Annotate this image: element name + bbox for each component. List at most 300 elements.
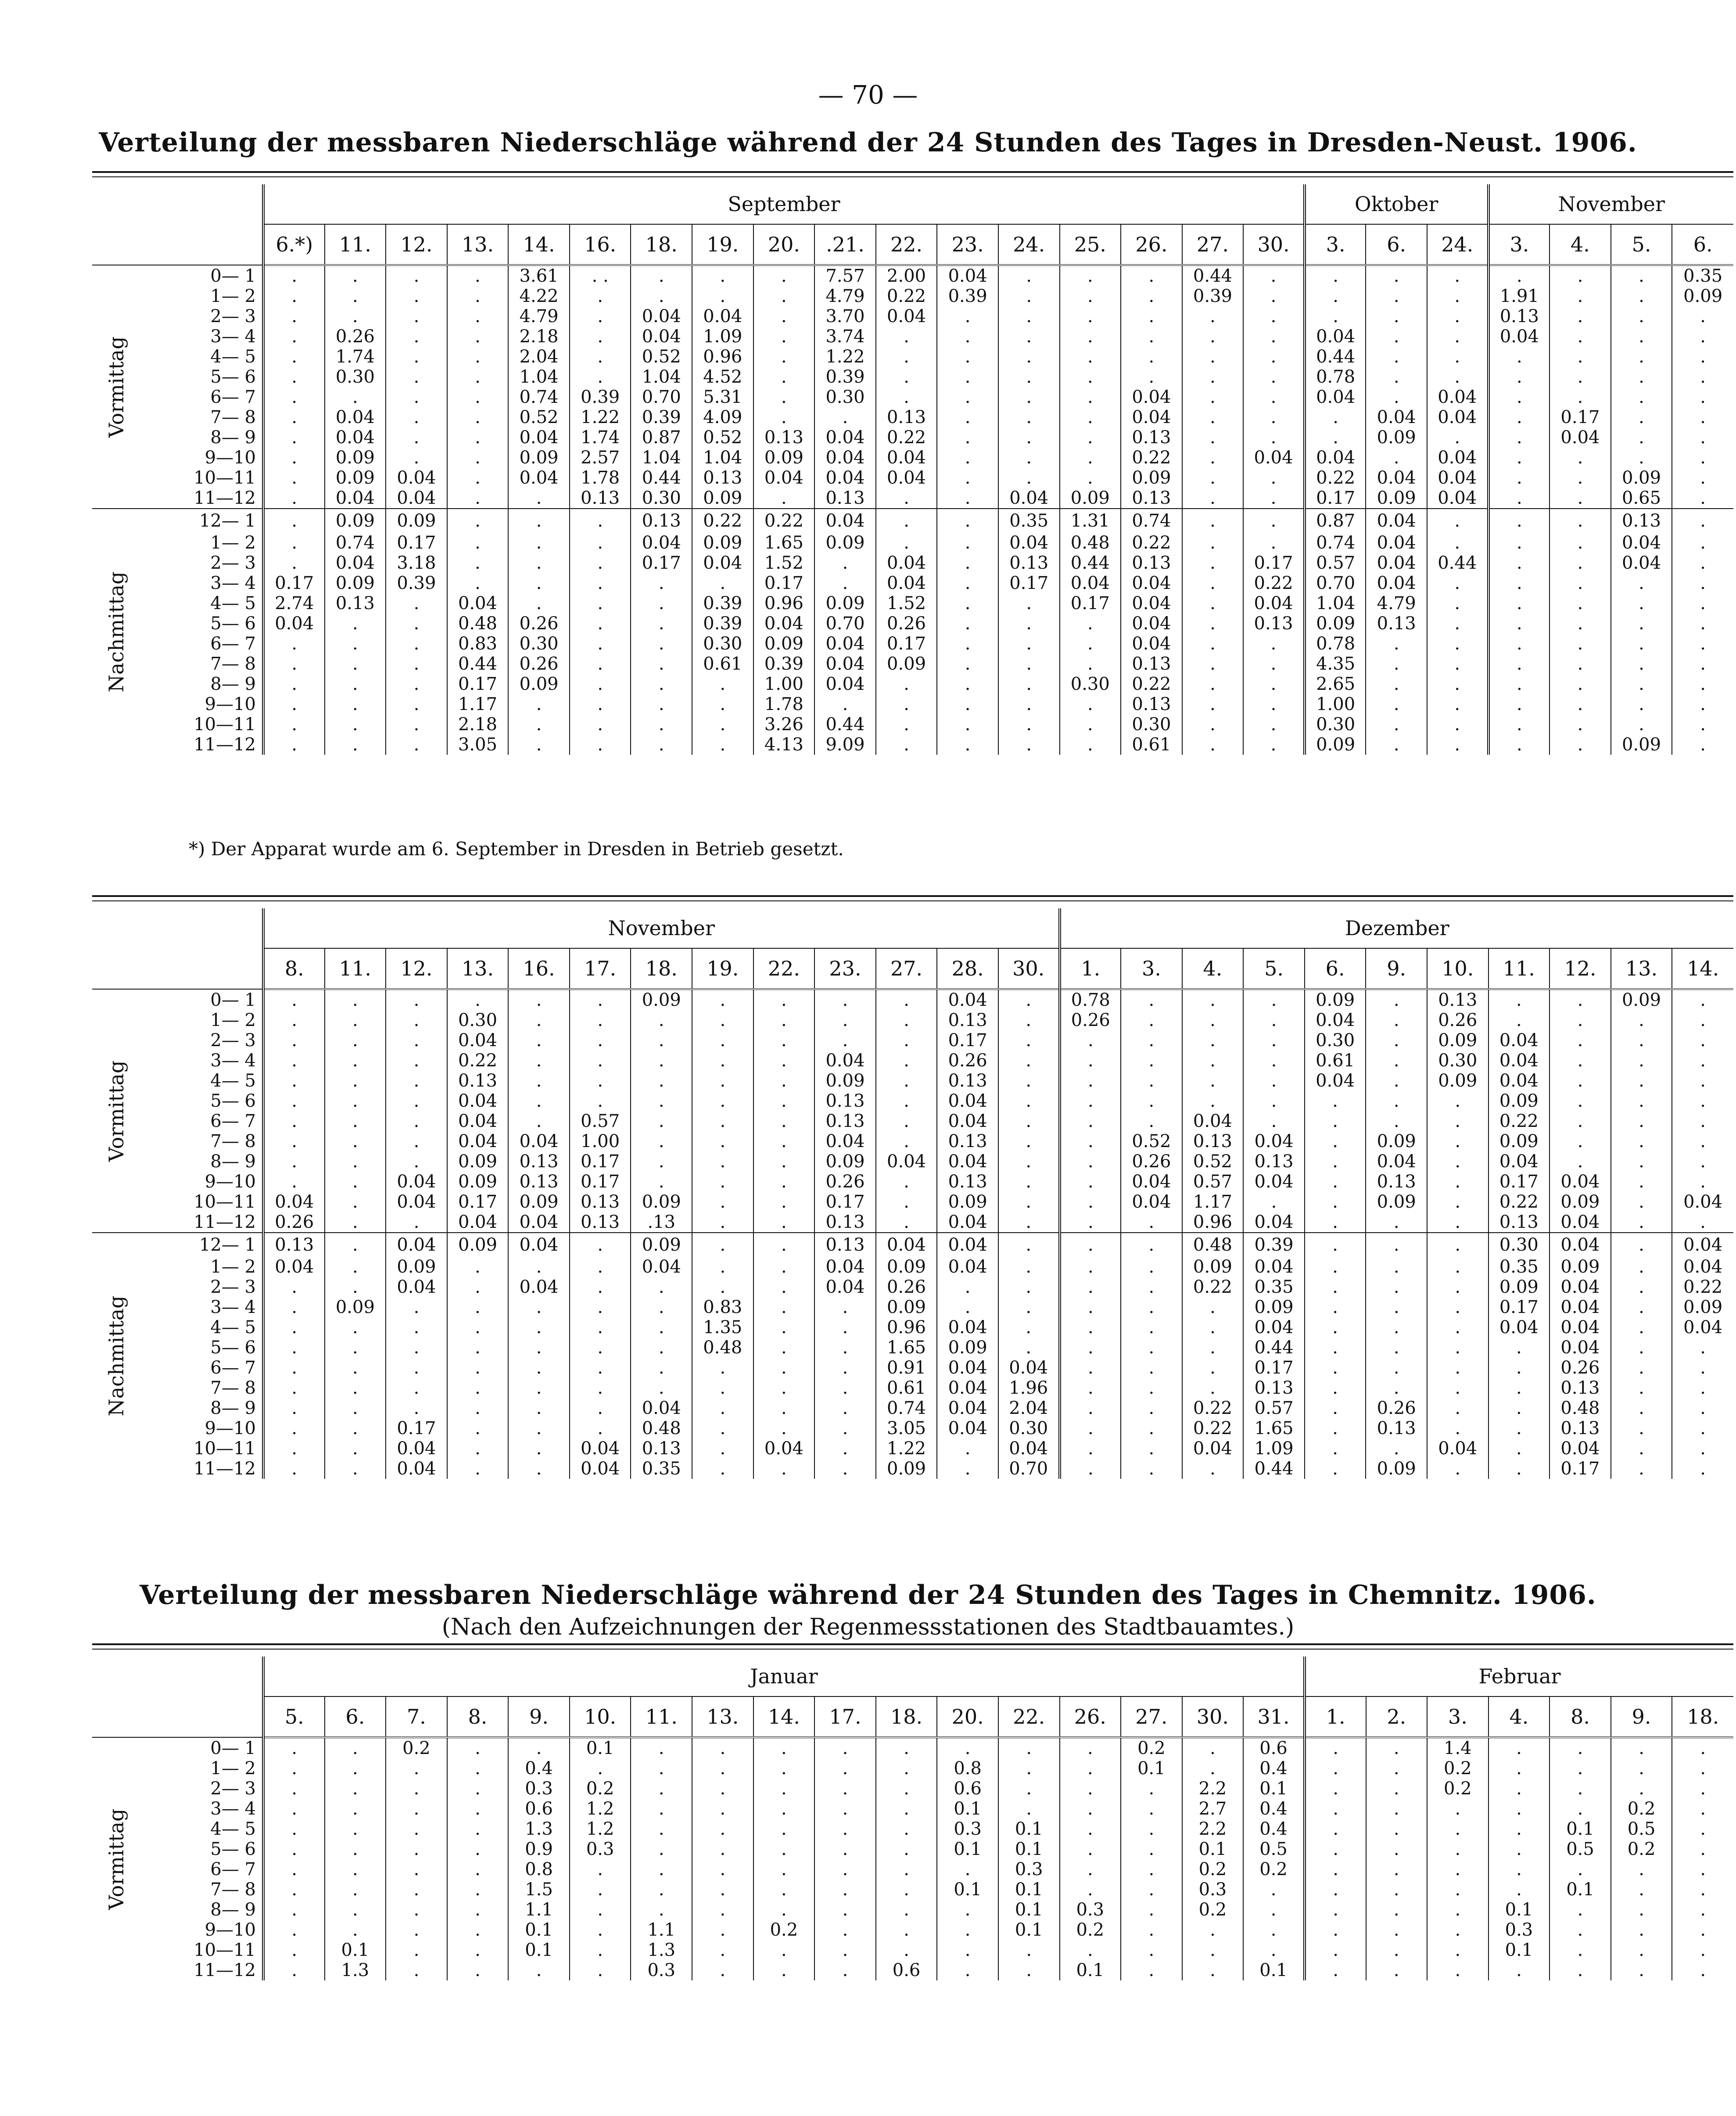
precipitation-cell: . bbox=[1549, 1920, 1611, 1940]
precipitation-cell: . bbox=[1060, 1111, 1121, 1131]
precipitation-cell: . bbox=[263, 1317, 325, 1338]
month-header: Februar bbox=[1305, 1657, 1733, 1696]
precipitation-cell: . bbox=[263, 1920, 325, 1940]
precipitation-cell: 0.3 bbox=[1060, 1900, 1121, 1920]
precipitation-cell: . bbox=[325, 1317, 386, 1338]
precipitation-cell: . bbox=[1121, 1378, 1182, 1398]
precipitation-cell: 0.26 bbox=[876, 613, 937, 634]
precipitation-cell: . bbox=[1611, 1317, 1672, 1338]
precipitation-cell: . bbox=[692, 1398, 753, 1418]
precipitation-cell: 1.22 bbox=[570, 407, 631, 427]
precipitation-cell: 0.39 bbox=[1243, 1233, 1305, 1257]
precipitation-cell: . bbox=[753, 1192, 815, 1212]
table-row bbox=[92, 448, 1733, 468]
precipitation-cell: 0.04 bbox=[937, 1358, 998, 1378]
precipitation-cell: . bbox=[263, 1378, 325, 1398]
precipitation-cell: . bbox=[1305, 1960, 1366, 1980]
precipitation-cell: . bbox=[1243, 1030, 1305, 1051]
precipitation-cell: 0.04 bbox=[1549, 1212, 1611, 1233]
precipitation-cell: . bbox=[263, 427, 325, 448]
precipitation-cell: . bbox=[998, 1091, 1060, 1111]
precipitation-cell: . bbox=[1489, 593, 1550, 613]
day-header: 4. bbox=[1182, 948, 1244, 989]
day-header: 19. bbox=[692, 948, 753, 989]
precipitation-cell: . bbox=[998, 654, 1060, 674]
precipitation-cell: 0.04 bbox=[1182, 1111, 1244, 1131]
precipitation-cell: 0.39 bbox=[570, 387, 631, 407]
precipitation-cell: . bbox=[1182, 488, 1244, 509]
precipitation-cell: . bbox=[1182, 533, 1244, 553]
precipitation-cell: . bbox=[1611, 387, 1672, 407]
precipitation-cell: 0.09 bbox=[1489, 1277, 1550, 1297]
table-row bbox=[92, 1051, 1733, 1071]
precipitation-cell: 0.35 bbox=[1489, 1257, 1550, 1277]
hour-label: 6— 7 bbox=[210, 634, 256, 654]
table-row bbox=[92, 1900, 1733, 1920]
precipitation-cell: . bbox=[1427, 509, 1489, 533]
precipitation-cell: . bbox=[1121, 1233, 1182, 1257]
precipitation-cell: . bbox=[447, 1779, 509, 1799]
precipitation-cell: . bbox=[1060, 1297, 1121, 1317]
hour-label: 12— 1 bbox=[140, 509, 263, 533]
precipitation-cell: . bbox=[753, 1277, 815, 1297]
precipitation-cell: 0.61 bbox=[692, 654, 753, 674]
precipitation-cell: . bbox=[814, 1459, 876, 1479]
precipitation-cell: . bbox=[1672, 1819, 1733, 1839]
precipitation-cell: . bbox=[814, 407, 876, 427]
precipitation-cell: . bbox=[1121, 286, 1182, 306]
precipitation-cell: . bbox=[1305, 1819, 1366, 1839]
precipitation-cell: 9.09 bbox=[814, 735, 876, 755]
month-header: November bbox=[263, 908, 1060, 948]
precipitation-cell: . bbox=[1366, 306, 1427, 326]
precipitation-cell: . bbox=[692, 265, 753, 286]
table-row bbox=[92, 1779, 1733, 1799]
precipitation-cell: . bbox=[1243, 1920, 1305, 1940]
precipitation-cell: . bbox=[386, 1071, 447, 1091]
precipitation-cell: 1.52 bbox=[753, 553, 815, 573]
precipitation-cell: 0.04 bbox=[1489, 1051, 1550, 1071]
precipitation-cell: . bbox=[753, 1212, 815, 1233]
precipitation-cell: 0.04 bbox=[814, 427, 876, 448]
precipitation-cell: . bbox=[1305, 1900, 1366, 1920]
precipitation-cell: . bbox=[1060, 1192, 1121, 1212]
precipitation-cell: . bbox=[937, 553, 998, 573]
precipitation-cell: . bbox=[631, 674, 692, 694]
precipitation-cell: . bbox=[1305, 1151, 1366, 1172]
precipitation-cell: . bbox=[1672, 1151, 1733, 1172]
precipitation-cell: 1.65 bbox=[876, 1338, 937, 1358]
precipitation-cell: . bbox=[692, 735, 753, 755]
precipitation-cell: 0.2 bbox=[1427, 1779, 1489, 1799]
precipitation-cell: . bbox=[1489, 1799, 1550, 1819]
precipitation-cell: . bbox=[937, 1960, 998, 1980]
precipitation-cell: . bbox=[1121, 1940, 1182, 1960]
precipitation-cell: 0.09 bbox=[876, 1297, 937, 1317]
precipitation-cell: . bbox=[1489, 613, 1550, 634]
precipitation-cell: . bbox=[508, 509, 570, 533]
precipitation-cell: 1.17 bbox=[1182, 1192, 1244, 1212]
precipitation-cell: . bbox=[1611, 1151, 1672, 1172]
precipitation-cell: 0.04 bbox=[1243, 1212, 1305, 1233]
precipitation-cell: 0.13 bbox=[814, 1212, 876, 1233]
precipitation-cell: . bbox=[876, 1131, 937, 1151]
precipitation-cell: . bbox=[447, 468, 509, 488]
precipitation-cell: 2.04 bbox=[998, 1398, 1060, 1418]
precipitation-cell: . bbox=[1611, 694, 1672, 714]
precipitation-cell: . bbox=[1060, 654, 1121, 674]
precipitation-cell: . bbox=[570, 1859, 631, 1879]
precipitation-cell: . bbox=[1611, 1091, 1672, 1111]
precipitation-cell: . bbox=[1427, 1920, 1489, 1940]
precipitation-cell: . bbox=[1305, 1192, 1366, 1212]
precipitation-cell: 0.26 bbox=[1549, 1358, 1611, 1378]
day-header: 8. bbox=[447, 1696, 509, 1737]
precipitation-cell: . bbox=[753, 1071, 815, 1091]
precipitation-cell: . bbox=[1305, 1233, 1366, 1257]
precipitation-cell: . bbox=[386, 1338, 447, 1358]
precipitation-cell: . bbox=[1182, 1737, 1244, 1758]
precipitation-cell: . bbox=[692, 1233, 753, 1257]
precipitation-cell: . bbox=[1305, 1257, 1366, 1277]
precipitation-cell: 1.22 bbox=[876, 1438, 937, 1459]
precipitation-cell: 1.5 bbox=[508, 1879, 570, 1900]
precipitation-cell: 0.04 bbox=[508, 468, 570, 488]
day-header: 5. bbox=[263, 1696, 325, 1737]
precipitation-cell: . bbox=[1182, 1051, 1244, 1071]
precipitation-cell: . bbox=[1243, 1900, 1305, 1920]
precipitation-cell: . bbox=[1182, 989, 1244, 1010]
precipitation-cell: . bbox=[1366, 1297, 1427, 1317]
precipitation-cell: 1.3 bbox=[325, 1960, 386, 1980]
precipitation-cell: . bbox=[876, 326, 937, 347]
hour-label: 3— 4 bbox=[210, 1051, 256, 1071]
precipitation-cell: . bbox=[1305, 1438, 1366, 1459]
precipitation-cell: . bbox=[1182, 735, 1244, 755]
precipitation-cell: . bbox=[814, 1779, 876, 1799]
precipitation-cell: 0.04 bbox=[325, 553, 386, 573]
precipitation-cell: . bbox=[1060, 735, 1121, 755]
precipitation-cell: . bbox=[692, 1172, 753, 1192]
table-row bbox=[92, 613, 1733, 634]
precipitation-cell: . bbox=[1427, 367, 1489, 387]
precipitation-cell: . bbox=[814, 1960, 876, 1980]
precipitation-cell: 0.04 bbox=[1121, 407, 1182, 427]
precipitation-cell: . bbox=[1060, 347, 1121, 367]
table-row bbox=[92, 1358, 1733, 1378]
precipitation-cell: . bbox=[1060, 1398, 1121, 1418]
precipitation-cell: . bbox=[1121, 1317, 1182, 1338]
precipitation-cell: 2.65 bbox=[1305, 674, 1366, 694]
table-row bbox=[92, 1212, 1733, 1233]
hour-label: 2— 3 bbox=[210, 553, 256, 573]
precipitation-cell: . bbox=[631, 265, 692, 286]
precipitation-cell: . bbox=[1672, 553, 1733, 573]
precipitation-cell: . bbox=[1549, 1758, 1611, 1779]
precipitation-cell: 0.04 bbox=[1305, 326, 1366, 347]
precipitation-cell: 0.09 bbox=[386, 1257, 447, 1277]
precipitation-cell: . bbox=[998, 613, 1060, 634]
precipitation-cell: . bbox=[1549, 1111, 1611, 1131]
precipitation-cell: . bbox=[1489, 735, 1550, 755]
precipitation-cell: . bbox=[263, 1459, 325, 1479]
day-header: 7. bbox=[386, 1696, 447, 1737]
precipitation-cell: 0.2 bbox=[1427, 1758, 1489, 1779]
precipitation-cell: . bbox=[570, 1051, 631, 1071]
precipitation-cell: . bbox=[263, 347, 325, 367]
precipitation-cell: 0.04 bbox=[1672, 1233, 1733, 1257]
precipitation-cell: . bbox=[1672, 1960, 1733, 1980]
precipitation-cell: 0.04 bbox=[937, 1233, 998, 1257]
precipitation-cell: . bbox=[998, 1338, 1060, 1358]
precipitation-cell: . bbox=[325, 1338, 386, 1358]
precipitation-cell: . bbox=[1121, 1459, 1182, 1479]
precipitation-cell: . bbox=[386, 1758, 447, 1779]
precipitation-cell: . bbox=[1243, 387, 1305, 407]
precipitation-cell: 0.04 bbox=[998, 1358, 1060, 1378]
precipitation-cell: . bbox=[570, 1233, 631, 1257]
precipitation-cell: 0.09 bbox=[753, 634, 815, 654]
precipitation-cell: 0.39 bbox=[631, 407, 692, 427]
precipitation-cell: . bbox=[631, 735, 692, 755]
precipitation-cell: 0.13 bbox=[1121, 488, 1182, 509]
table-row bbox=[92, 1758, 1733, 1779]
precipitation-cell: . bbox=[631, 1091, 692, 1111]
precipitation-cell: . bbox=[1060, 407, 1121, 427]
day-header: 26. bbox=[1060, 1696, 1121, 1737]
precipitation-cell: 0.13 bbox=[1243, 1378, 1305, 1398]
precipitation-cell: . bbox=[1121, 989, 1182, 1010]
precipitation-cell: 0.30 bbox=[1121, 714, 1182, 735]
precipitation-cell: 0.1 bbox=[325, 1940, 386, 1960]
precipitation-cell: . bbox=[1366, 367, 1427, 387]
precipitation-cell: 0.2 bbox=[1121, 1737, 1182, 1758]
precipitation-cell: . bbox=[263, 1819, 325, 1839]
precipitation-cell: . bbox=[386, 306, 447, 326]
precipitation-cell: . bbox=[447, 265, 509, 286]
precipitation-cell: 0.2 bbox=[1182, 1859, 1244, 1879]
precipitation-cell: 0.04 bbox=[937, 1111, 998, 1131]
precipitation-cell: . bbox=[998, 593, 1060, 613]
precipitation-cell: . bbox=[876, 509, 937, 533]
precipitation-cell: 2.7 bbox=[1182, 1799, 1244, 1819]
precipitation-cell: . bbox=[386, 989, 447, 1010]
precipitation-cell: . bbox=[1060, 448, 1121, 468]
precipitation-cell: . bbox=[1611, 1111, 1672, 1131]
precipitation-cell: . bbox=[447, 1317, 509, 1338]
table-row bbox=[92, 286, 1733, 306]
precipitation-cell: . bbox=[998, 1111, 1060, 1131]
precipitation-cell: . bbox=[1549, 1151, 1611, 1172]
precipitation-cell: . bbox=[1672, 714, 1733, 735]
precipitation-cell: . bbox=[1427, 1131, 1489, 1151]
precipitation-cell: . bbox=[876, 1192, 937, 1212]
precipitation-cell: . bbox=[998, 468, 1060, 488]
hour-label: 3— 4 bbox=[210, 1799, 256, 1819]
precipitation-cell: 3.70 bbox=[814, 306, 876, 326]
precipitation-cell: 0.09 bbox=[814, 533, 876, 553]
precipitation-cell: . bbox=[692, 674, 753, 694]
precipitation-cell: 0.17 bbox=[1489, 1297, 1550, 1317]
precipitation-cell: . bbox=[447, 1900, 509, 1920]
precipitation-cell: . bbox=[753, 1960, 815, 1980]
precipitation-cell: 0.4 bbox=[508, 1758, 570, 1779]
precipitation-cell: 0.1 bbox=[998, 1879, 1060, 1900]
precipitation-cell: 0.04 bbox=[631, 306, 692, 326]
precipitation-cell: . bbox=[1060, 1737, 1121, 1758]
precipitation-cell: 0.04 bbox=[692, 306, 753, 326]
precipitation-cell: . bbox=[1549, 674, 1611, 694]
table-row bbox=[92, 1960, 1733, 1980]
precipitation-cell: . bbox=[998, 347, 1060, 367]
precipitation-cell: . bbox=[1489, 694, 1550, 714]
precipitation-cell: 2.2 bbox=[1182, 1779, 1244, 1799]
precipitation-cell: . bbox=[753, 1358, 815, 1378]
precipitation-cell: 0.09 bbox=[631, 1233, 692, 1257]
precipitation-cell: 0.17 bbox=[1549, 407, 1611, 427]
precipitation-cell: . bbox=[1366, 1819, 1428, 1839]
day-header: .21. bbox=[814, 224, 876, 265]
hour-label: 11—12 bbox=[194, 488, 256, 508]
precipitation-cell: . bbox=[1305, 1317, 1366, 1338]
hour-label: 11—12 bbox=[194, 1212, 256, 1232]
hour-label: 3— 4 bbox=[210, 326, 256, 347]
precipitation-cell: . bbox=[631, 634, 692, 654]
precipitation-cell: . bbox=[1366, 326, 1427, 347]
precipitation-cell: 0.70 bbox=[1305, 573, 1366, 593]
precipitation-cell: . bbox=[753, 1151, 815, 1172]
precipitation-cell: . bbox=[1672, 1779, 1733, 1799]
precipitation-cell: . bbox=[876, 694, 937, 714]
precipitation-cell: . bbox=[570, 306, 631, 326]
precipitation-cell: 0.04 bbox=[447, 1030, 509, 1051]
precipitation-cell: . bbox=[937, 326, 998, 347]
section-label bbox=[92, 1233, 140, 1479]
precipitation-cell: . bbox=[1060, 1071, 1121, 1091]
precipitation-cell: 0.09 bbox=[1366, 1459, 1427, 1479]
precipitation-cell: 0.17 bbox=[998, 573, 1060, 593]
hour-label: 7— 8 bbox=[210, 654, 256, 674]
precipitation-cell: . bbox=[692, 286, 753, 306]
precipitation-cell: . bbox=[1672, 509, 1733, 533]
table-row bbox=[92, 1111, 1733, 1131]
precipitation-cell: . bbox=[1243, 533, 1305, 553]
precipitation-cell: . bbox=[1611, 613, 1672, 634]
precipitation-cell: 0.13 bbox=[1366, 1172, 1427, 1192]
precipitation-cell: . bbox=[753, 1779, 815, 1799]
precipitation-cell: . bbox=[1121, 1920, 1182, 1940]
precipitation-cell: . bbox=[1489, 714, 1550, 735]
precipitation-cell: . bbox=[753, 989, 815, 1010]
precipitation-cell: . bbox=[1611, 1192, 1672, 1212]
precipitation-cell: . bbox=[937, 387, 998, 407]
precipitation-cell: . bbox=[1243, 265, 1305, 286]
precipitation-cell: . bbox=[1611, 1900, 1672, 1920]
precipitation-cell: 0.04 bbox=[814, 1257, 876, 1277]
hour-label: 2— 3 bbox=[210, 1277, 256, 1297]
precipitation-cell: 0.09 bbox=[1366, 1192, 1427, 1212]
precipitation-cell: . bbox=[1611, 427, 1672, 448]
day-header: 22. bbox=[876, 224, 937, 265]
precipitation-cell: . bbox=[263, 533, 325, 553]
precipitation-cell: . bbox=[386, 1859, 447, 1879]
precipitation-cell: . bbox=[1672, 573, 1733, 593]
precipitation-cell: 0.30 bbox=[1060, 674, 1121, 694]
precipitation-cell: . bbox=[1611, 573, 1672, 593]
precipitation-cell: . bbox=[1243, 407, 1305, 427]
precipitation-cell: 0.04 bbox=[447, 1091, 509, 1111]
hour-label: 8— 9 bbox=[210, 1900, 256, 1920]
precipitation-cell: 0.09 bbox=[1243, 1297, 1305, 1317]
hour-label: 2— 3 bbox=[210, 1030, 256, 1051]
precipitation-cell: . bbox=[1121, 306, 1182, 326]
day-header: 4. bbox=[1549, 224, 1611, 265]
precipitation-cell: . bbox=[1427, 1317, 1489, 1338]
precipitation-cell: 0.52 bbox=[1121, 1131, 1182, 1151]
precipitation-cell: . bbox=[1305, 1418, 1366, 1438]
precipitation-cell: . bbox=[1243, 326, 1305, 347]
precipitation-cell: . bbox=[1611, 1859, 1672, 1879]
precipitation-cell: . bbox=[386, 1819, 447, 1839]
precipitation-cell: . bbox=[1243, 989, 1305, 1010]
day-header: 10. bbox=[1427, 948, 1489, 989]
precipitation-cell: 0.30 bbox=[998, 1418, 1060, 1438]
hour-label: 11—12 bbox=[194, 1960, 256, 1980]
precipitation-cell: . bbox=[876, 533, 937, 553]
precipitation-cell: . bbox=[814, 1900, 876, 1920]
precipitation-cell: . bbox=[876, 1779, 937, 1799]
precipitation-cell: 0.17 bbox=[570, 1151, 631, 1172]
precipitation-cell: 0.04 bbox=[814, 468, 876, 488]
precipitation-cell: . bbox=[1366, 1277, 1427, 1297]
precipitation-cell: 0.1 bbox=[937, 1839, 998, 1859]
precipitation-cell: . bbox=[508, 694, 570, 714]
precipitation-cell: . bbox=[1366, 1071, 1427, 1091]
precipitation-cell: . bbox=[386, 1030, 447, 1051]
precipitation-cell: 0.13 bbox=[692, 468, 753, 488]
precipitation-cell: 0.09 bbox=[1549, 1192, 1611, 1212]
precipitation-cell: . bbox=[998, 1317, 1060, 1338]
day-header: 20. bbox=[753, 224, 815, 265]
precipitation-cell: . bbox=[1121, 1799, 1182, 1819]
precipitation-cell: . bbox=[1672, 1900, 1733, 1920]
precipitation-cell: . bbox=[325, 1192, 386, 1212]
precipitation-cell: 1.09 bbox=[1243, 1438, 1305, 1459]
precipitation-cell: . bbox=[1366, 654, 1427, 674]
precipitation-cell: 0.22 bbox=[753, 509, 815, 533]
precipitation-cell: 4.79 bbox=[1366, 593, 1427, 613]
precipitation-cell: . bbox=[814, 1839, 876, 1859]
precipitation-cell: . bbox=[570, 989, 631, 1010]
precipitation-cell: . bbox=[1549, 1779, 1611, 1799]
precipitation-cell: 0.04 bbox=[447, 1131, 509, 1151]
hour-label: 4— 5 bbox=[210, 347, 256, 367]
day-header: 30. bbox=[1182, 1696, 1244, 1737]
precipitation-cell: . bbox=[937, 694, 998, 714]
precipitation-cell: . bbox=[876, 989, 937, 1010]
precipitation-cell: 0.22 bbox=[876, 286, 937, 306]
precipitation-cell: . bbox=[937, 714, 998, 735]
precipitation-cell: 0.04 bbox=[1489, 326, 1550, 347]
precipitation-cell: . bbox=[998, 1172, 1060, 1192]
precipitation-cell: . bbox=[570, 533, 631, 553]
precipitation-cell: . bbox=[631, 654, 692, 674]
precipitation-cell: . bbox=[1060, 1459, 1121, 1479]
precipitation-cell: . bbox=[386, 347, 447, 367]
precipitation-cell: 0.1 bbox=[1549, 1879, 1611, 1900]
precipitation-cell: 0.4 bbox=[1243, 1819, 1305, 1839]
precipitation-cell: . bbox=[570, 613, 631, 634]
